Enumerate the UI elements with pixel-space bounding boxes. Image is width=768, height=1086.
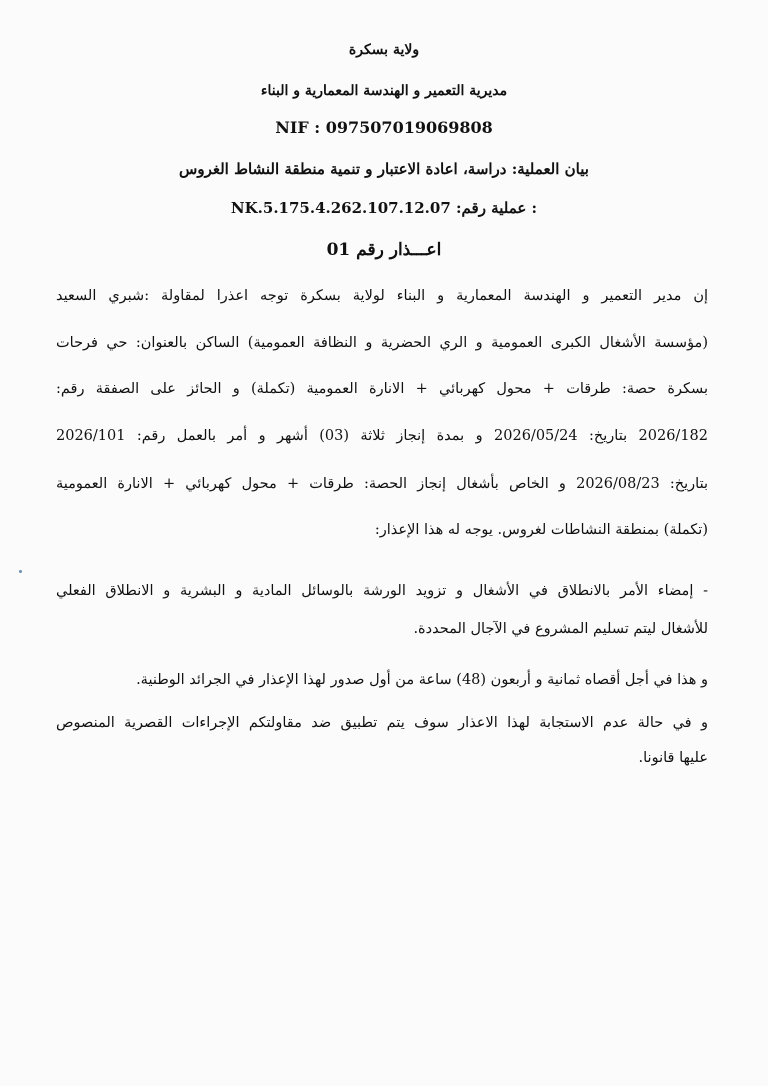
nif-label: NIF : (275, 118, 321, 137)
paragraph-4-line-2: عليها قانونا. (638, 750, 708, 766)
paragraph-2-line-1: - إمضاء الأمر بالانطلاق في الأشغال و تزويد الورشة بالوسائل المادية و البشرية و الانطلاق الفعلي (56, 583, 708, 599)
operation-number-label: : عملية رقم: (456, 199, 538, 217)
nif-value: 097507019069808 (325, 118, 493, 137)
notice-heading: اعـــذار رقم 01 (326, 240, 442, 260)
paragraph-1-line-6: (تكملة) بمنطقة النشاطات لغروس. يوجه له هذا الإعذار: (374, 522, 708, 538)
paragraph-1-line-5: بتاريخ: 2026/08/23 و الخاص بأشغال إنجاز الحصة: طرقات + محول كهربائي + الانارة العمومية (56, 476, 708, 492)
operation-statement: بيان العملية: دراسة، اعادة الاعتبار و تنمية منطقة النشاط الغروس (179, 160, 589, 178)
paragraph-2-line-2: للأشغال ليتم تسليم المشروع في الآجال المحددة. (413, 621, 708, 637)
paragraph-1-line-4: 2026/182 بتاريخ: 2026/05/24 و بمدة إنجاز ثلاثة (03) أشهر و أمر بالعمل رقم: 2026/101 (56, 428, 708, 444)
paragraph-1-line-3: بسكرة حصة: طرقات + محول كهربائي + الانارة العمومية (تكملة) و الحائز على الصفقة رقم: (56, 381, 708, 397)
scan-speck (19, 570, 22, 573)
operation-number-value: NK.5.175.4.262.107.12.07 (230, 199, 451, 217)
paragraph-4-line-1: و في حالة عدم الاستجابة لهذا الاعذار سوف يتم تطبيق ضد مقاولتكم الإجراءات القصرية المنصوص (56, 715, 708, 731)
directorate-name: مديرية التعمير و الهندسة المعمارية و البناء (260, 83, 508, 99)
paragraph-3-line-1: و هذا في أجل أقصاه ثمانية و أربعون (48) ساعة من أول صدور لهذا الإعذار في الجرائد الوطنية. (136, 672, 708, 688)
operation-number-line (0, 199, 768, 217)
nif-line (0, 118, 768, 137)
wilaya-name: ولاية بسكرة (348, 42, 420, 58)
paragraph-1-line-2: (مؤسسة الأشغال الكبرى العمومية و الري الحضرية و النظافة العمومية) الساكن بالعنوان: حي فرحات (56, 335, 708, 351)
paragraph-1-line-1: إن مدير التعمير و الهندسة المعمارية و البناء لولاية بسكرة توجه اعذرا لمقاولة :شبري السعيد (56, 288, 708, 304)
